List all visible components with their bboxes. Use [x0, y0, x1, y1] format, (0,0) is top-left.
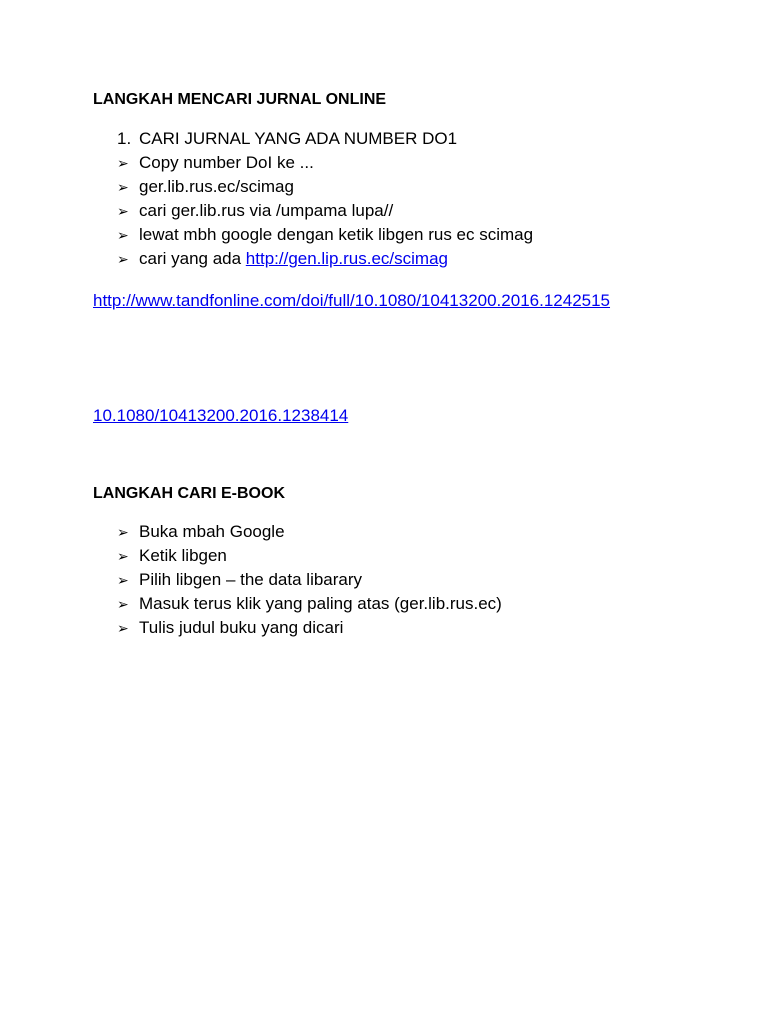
list-item-text: Pilih libgen – the data libarary: [139, 570, 363, 589]
section-heading-jurnal: LANGKAH MENCARI JURNAL ONLINE: [93, 91, 387, 108]
doi-link[interactable]: 10.1080/10413200.2016.1238414: [93, 406, 349, 425]
list-item-text: cari ger.lib.rus via /umpama lupa//: [139, 201, 394, 220]
arrow-bullet-icon: ➢: [117, 596, 129, 612]
arrow-bullet-icon: ➢: [117, 203, 129, 219]
arrow-bullet-icon: ➢: [117, 179, 129, 195]
arrow-bullet-icon: ➢: [117, 155, 129, 171]
arrow-bullet-icon: ➢: [117, 548, 129, 564]
list-item-text: Masuk terus klik yang paling atas (ger.lib.rus.ec): [139, 594, 502, 613]
list-item-text: Tulis judul buku yang dicari: [139, 618, 344, 637]
list-item-text: Buka mbah Google: [139, 522, 285, 541]
list-item-text-with-link: [139, 247, 448, 271]
list-item-text: CARI JURNAL YANG ADA NUMBER DO1: [139, 129, 458, 148]
arrow-bullet-icon: ➢: [117, 572, 129, 588]
arrow-bullet-icon: ➢: [117, 251, 129, 267]
list-item-text: Copy number DoI ke ...: [139, 153, 314, 172]
list-item-text: lewat mbh google dengan ketik libgen rus ec scimag: [139, 225, 534, 244]
list-number: 1.: [117, 129, 132, 148]
scimag-link[interactable]: http://gen.lip.rus.ec/scimag: [245, 249, 449, 268]
list-item-text: ger.lib.rus.ec/scimag: [139, 177, 294, 196]
tandfonline-link[interactable]: http://www.tandfonline.com/doi/full/10.1080/10413200.2016.1242515: [93, 291, 611, 310]
list-item-text: Ketik libgen: [139, 546, 227, 565]
arrow-bullet-icon: ➢: [117, 524, 129, 540]
arrow-bullet-icon: ➢: [117, 227, 129, 243]
list-item-text: cari yang ada: [139, 249, 246, 268]
arrow-bullet-icon: ➢: [117, 620, 129, 636]
section-heading-ebook: LANGKAH CARI E-BOOK: [93, 485, 285, 502]
